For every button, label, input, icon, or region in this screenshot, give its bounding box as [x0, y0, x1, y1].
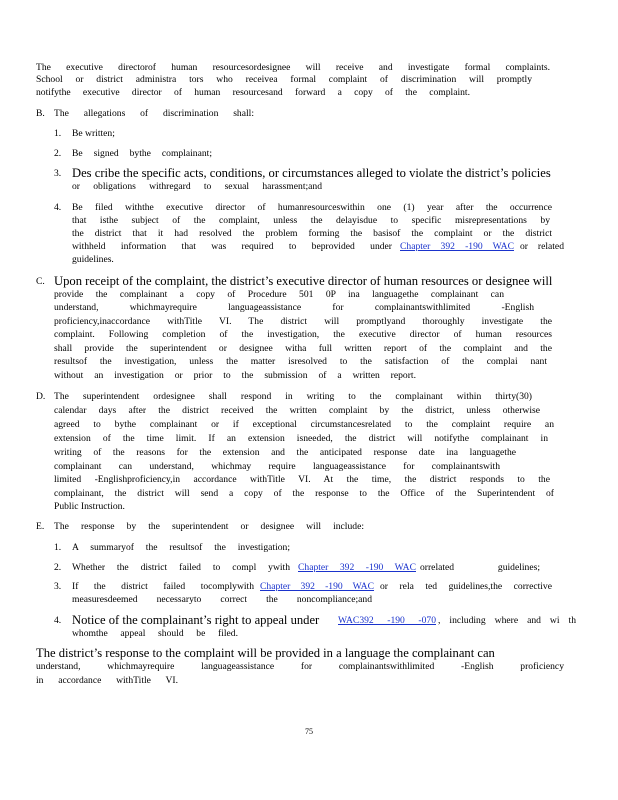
section-e-title: The response by the superintendent or designee will include:: [54, 521, 364, 532]
closing-line-2: understand, whichmayrequire languageassistance for complainantswithlimited -English proficiency: [36, 661, 564, 672]
section-c-line-1: Upon receipt of the complaint, the district’s executive director of human resources or designee will: [54, 274, 553, 288]
closing-line-1: The district’s response to the complaint will be provided in a language the complainant can: [36, 646, 495, 660]
e-item-4-pre: Notice of the complainant’s right to appeal under: [72, 613, 320, 627]
e-item-3-chapter-link[interactable]: Chapter 392 -190 WAC: [260, 581, 374, 592]
section-c-line-2: provide the complainant a copy of Procedure 501 0P ina languagethe complainant can: [54, 289, 504, 300]
section-d-label: D.: [36, 391, 46, 402]
b-item-3-line-1: Des cribe the specific acts, conditions, or circumstances alleged to violate the district’s policies: [72, 166, 551, 180]
section-d-line-2: calendar days after the district received the written complaint by the district, unless otherwise: [54, 405, 540, 416]
b-item-1-num: 1.: [54, 128, 62, 139]
b-item-4-line-4b: or related: [520, 241, 564, 252]
b-item-3-num: 3.: [54, 168, 62, 179]
section-b-label: B.: [36, 108, 45, 119]
section-c-line-4: proficiency,inaccordance withTitle VI. The district will promptlyand thoroughly investigate the: [54, 316, 552, 327]
e-item-2-pre: Whether the district failed to compl ywith: [72, 562, 290, 573]
section-d-line-4: extension of the time limit. If an extension isneeded, the district will notifythe complainant in: [54, 433, 548, 444]
section-d-line-9: Public Instruction.: [54, 501, 125, 512]
section-d-line-7: limited -Englishproficiency,in accordance withTitle VI. At the time, the district responds to the: [54, 474, 550, 485]
e-item-4-post: , including where and wi th: [438, 615, 576, 626]
e-item-3-post: or rela ted guidelines,the corrective: [380, 581, 552, 592]
wac-392-190-070-link[interactable]: WAC392 -190 -070: [338, 615, 436, 626]
e-item-4-line-2: whomthe appeal should be filed.: [72, 628, 238, 639]
section-c-line-8: without an investigation or prior to the submission of a written report.: [54, 370, 416, 381]
intro-line-2: School or district administra tors who receivea formal complaint of discrimination will promptly: [36, 74, 532, 85]
b-item-4-line-1: Be filed withthe executive director of humanresourceswithin one (1) year after the occurrence: [72, 202, 552, 213]
section-d-line-1: The superintendent ordesignee shall respond in writing to the complainant within thirty(30): [54, 391, 532, 402]
section-c-line-5: complaint. Following completion of the investigation, the executive director of human resources: [54, 329, 552, 340]
b-item-4-line-3: the district that it had resolved the problem forming the basisof the complaint or the district: [72, 228, 552, 239]
section-d-line-5: writing of the reasons for the extension and the anticipated response date ina languagethe: [54, 447, 516, 458]
closing-line-3: in accordance withTitle VI.: [36, 675, 178, 686]
section-d-line-8: complainant, the district will send a copy of the response to the Office of the Superintendent of: [54, 488, 554, 499]
chapter-392-190-wac-link[interactable]: Chapter 392 -190 WAC: [400, 241, 514, 252]
section-d-line-3: agreed to bythe complainant or if exceptional circumstancesrelated to the complaint require an: [54, 419, 554, 430]
e-item-3-line-2: measuresdeemed necessaryto correct the noncompliance;and: [72, 594, 372, 605]
e-item-3-num: 3.: [54, 581, 62, 592]
b-item-2-text: Be signed bythe complainant;: [72, 148, 212, 159]
b-item-2-num: 2.: [54, 148, 62, 159]
section-e-label: E.: [36, 521, 45, 532]
intro-line-3: notifythe executive director of human resourcesand forward a copy of the complaint.: [36, 87, 470, 98]
b-item-4-line-4a: withheld information that was required to beprovided under: [72, 241, 392, 252]
e-item-2-num: 2.: [54, 562, 62, 573]
page-number: 75: [305, 727, 313, 736]
section-c-line-3: understand, whichmayrequire languageassistance for complainantswithlimited -English: [54, 302, 534, 313]
e-item-3-pre: If the district failed tocomplywith: [72, 581, 254, 592]
b-item-3-line-2: or obligations withregard to sexual harassment;and: [72, 181, 322, 192]
section-c-line-6: shall provide the superintendent or designee witha full written report of the complaint and the: [54, 343, 552, 354]
b-item-4-line-2: that isthe subject of the complaint, unless the delayisdue to specific misrepresentations by: [72, 215, 550, 226]
b-item-4-num: 4.: [54, 202, 62, 213]
section-c-line-7: resultsof the investigation, unless the matter isresolved to the satisfaction of the complai nant: [54, 356, 547, 367]
e-item-1-text: A summaryof the resultsof the investigation;: [72, 542, 290, 553]
e-item-4-num: 4.: [54, 615, 62, 626]
section-d-line-6: complainant can understand, whichmay require languageassistance for complainantswith: [54, 461, 500, 472]
b-item-4-line-5: guidelines.: [72, 254, 114, 265]
e-item-1-num: 1.: [54, 542, 62, 553]
e-item-2-chapter-link[interactable]: Chapter 392 -190 WAC: [298, 562, 416, 573]
b-item-1-text: Be written;: [72, 128, 115, 139]
e-item-2-post: orrelated guidelines;: [420, 562, 540, 573]
intro-line-1: The executive directorof human resourcesordesignee will receive and investigate formal complaints.: [36, 62, 550, 73]
section-b-title: The allegations of discrimination shall:: [54, 108, 254, 119]
section-c-label: C.: [36, 276, 45, 287]
